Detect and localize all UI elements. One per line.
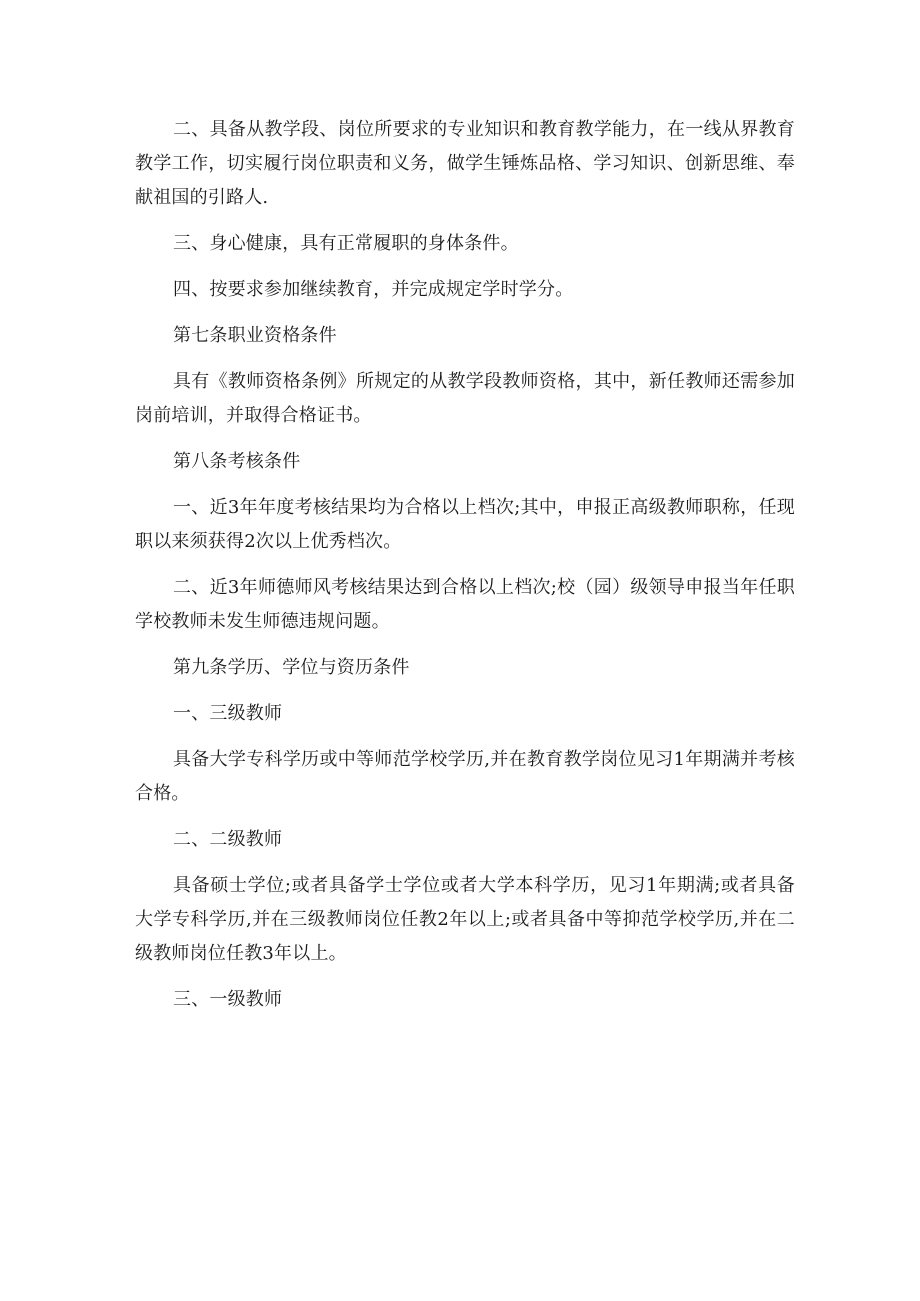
- article-9-heading: 第九条学历、学位与资历条件: [173, 657, 410, 678]
- paragraph-article-7-body: 具有《教师资格条例》所规定的从教学段教师资格，其中，新任教师还需参加岗前培训，并取得合格证书。: [135, 371, 795, 426]
- paragraph-article-8-item-2: 二、近3年师德师风考核结果达到合格以上档次;校（园）级领导申报当年任职学校教师未发生师德违规问题。: [135, 577, 795, 632]
- paragraph-requirement-4: 四、按要求参加继续教育，并完成规定学时学分。: [173, 279, 574, 300]
- subheading-level-2-teacher: 二、二级教师: [173, 829, 283, 850]
- subheading-level-3-teacher: 一、三级教师: [173, 703, 283, 724]
- document-body: [135, 113, 795, 1029]
- paragraph-level-2-teacher: 具备硕士学位;或者具备学士学位或者大学本科学历，见习1年期满;或者具备大学专科学历,并在三级教师岗位任教2年以上;或者具备中等抑范学校学历,并在二级教师岗位任教3年以上。: [135, 875, 795, 964]
- article-8-heading: 第八条考核条件: [173, 451, 301, 472]
- paragraph-article-8-item-1: 一、近3年年度考核结果均为合格以上档次;其中，申报正高级教师职称，任现职以来须获得2次以上优秀档次。: [135, 497, 795, 552]
- article-7-heading: 第七条职业资格条件: [173, 325, 337, 346]
- paragraph-level-3-teacher: 具备大学专科学历或中等师范学校学历,并在教育教学岗位见习1年期满并考核合格。: [135, 749, 795, 804]
- subheading-level-1-teacher: 三、一级教师: [173, 989, 283, 1010]
- paragraph-requirement-2: 二、具备从教学段、岗位所要求的专业知识和教育教学能力，在一线从界教育教学工作，切实履行岗位职责和义务，做学生锤炼品格、学习知识、创新思维、奉献祖国的引路人.: [135, 119, 795, 208]
- paragraph-requirement-3: 三、身心健康，具有正常履职的身体条件。: [173, 233, 519, 254]
